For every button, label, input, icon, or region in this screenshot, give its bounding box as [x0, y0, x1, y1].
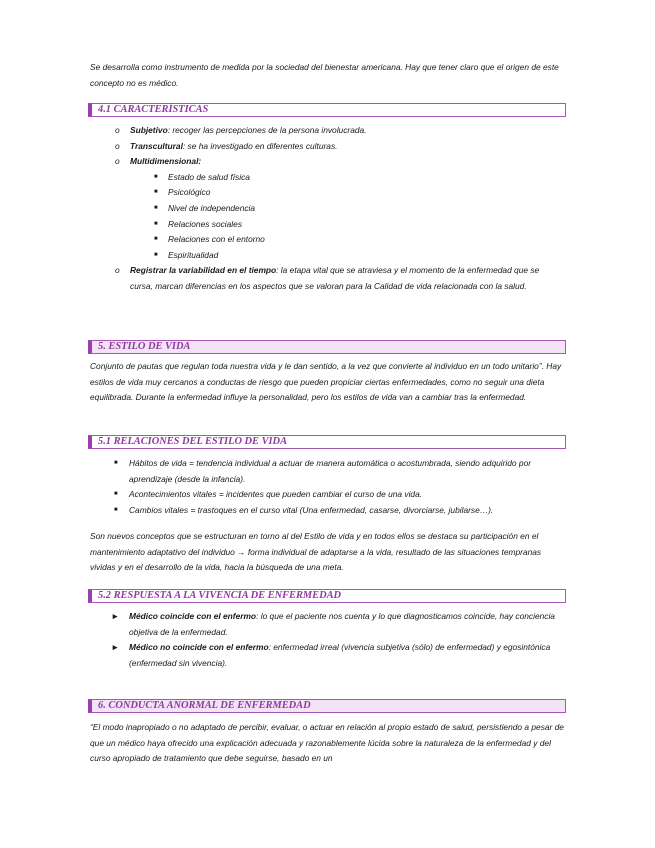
list-item: o Multidimensional: ■ Estado de salud física ■ Psicológico ■ Nivel de independencia ■ Relaciones sociales ■ Relaciones con el entorno ■ Espiritualidad: [130, 154, 560, 263]
illness-response-list: [111, 609, 565, 671]
list-item: ■ Espiritualidad: [154, 249, 219, 260]
section-5-paragraph: Conjunto de pautas que regulan toda nuestra vida y le dan sentido, a la vez que convierte al individuo en un todo unitario”. Hay estilos de vida muy cercanos a conductas de riesgo que pueden propiciar ciertas enfermedades, como no seguir una dieta equilibrada. Durante la enfermedad influye la personalidad, pero los estilos de vida van a cambiar tras la enfermedad.: [90, 361, 562, 403]
list-item: ■ Relaciones sociales: [154, 218, 243, 229]
characteristics-list: [115, 123, 560, 295]
list-item: ► Médico no coincide con el enfermo: enfermedad irreal (vivencia subjetiva (sólo) de enfermedad) y egosintónica (enfermedad sin vivencia).: [111, 642, 551, 668]
section-6-paragraph: “El modo inapropiado o no adaptado de percibir, evaluar, o actuar en relación al propio estado de salud, persistiendo a pesar de que un médico haya ofrecido una explicación adecuada y razonablemente lúcida sobre la naturaleza de la enfermedad y del curso apropiado de tratamiento que debe seguirse, basado en un: [90, 722, 564, 764]
list-item: o Registrar la variabilidad en el tiempo: la etapa vital que se atraviesa y el momento de la enfermedad que se cursa, marcan diferencias en los aspectos que se valoran para la Calidad de vida relacionada con la salud.: [115, 265, 540, 291]
section-6-heading: 6. CONDUCTA ANORMAL DE ENFERMEDAD: [88, 699, 566, 713]
list-item: ■ Relaciones con el entorno: [154, 234, 265, 245]
list-item: ■ Cambios vitales = trastoques en el curso vital (Una enfermedad, casarse, divorciarse, jubilarse…).: [114, 504, 494, 515]
list-item: ► Médico coincide con el enfermo: lo que el paciente nos cuenta y lo que diagnosticamos coincide, hay conciencia objetiva de la enfermedad.: [111, 611, 555, 637]
section-5-1-paragraph: Son nuevos conceptos que se estructuran en torno al del Estilo de vida y en todos ellos se destaca su participación en el mantenimiento adaptativo del individuo → forma individual de adaptarse a la vida, resultado de las situaciones tempranas vividas y en el desarrollo de la vida, hacia la búsqueda de una meta.: [90, 531, 542, 573]
list-item: ■ Psicológico: [154, 187, 211, 198]
section-5-heading: 5. ESTILO DE VIDA: [88, 340, 566, 354]
list-item: o Transcultural: se ha investigado en diferentes culturas.: [115, 140, 338, 151]
list-item: ■ Acontecimientos vitales = incidentes que pueden cambiar el curso de una vida.: [114, 489, 423, 500]
list-item: o Subjetivo: recoger las percepciones de la persona involucrada.: [115, 125, 367, 135]
lifestyle-relations-list: [114, 456, 565, 518]
list-item: ■ Hábitos de vida = tendencia individual a actuar de manera automática o acostumbrada, siendo adquirido por aprendizaje (desde la infancia).: [114, 458, 532, 484]
section-5-2-heading: 5.2 RESPUESTA A LA VIVENCIA DE ENFERMEDAD: [88, 589, 566, 603]
section-4-1-heading: 4.1 CARACTERÍSTICAS: [88, 103, 566, 117]
intro-paragraph: Se desarrolla como instrumento de medida por la sociedad del bienestar americana. Hay que tener claro que el origen de este concepto no es médico.: [90, 62, 559, 88]
dimensions-list: [130, 170, 560, 264]
section-5-1-heading: 5.1 RELACIONES DEL ESTILO DE VIDA: [88, 435, 566, 449]
list-item: ■ Nivel de independencia: [154, 202, 256, 213]
list-item: ■ Estado de salud física: [154, 171, 250, 182]
